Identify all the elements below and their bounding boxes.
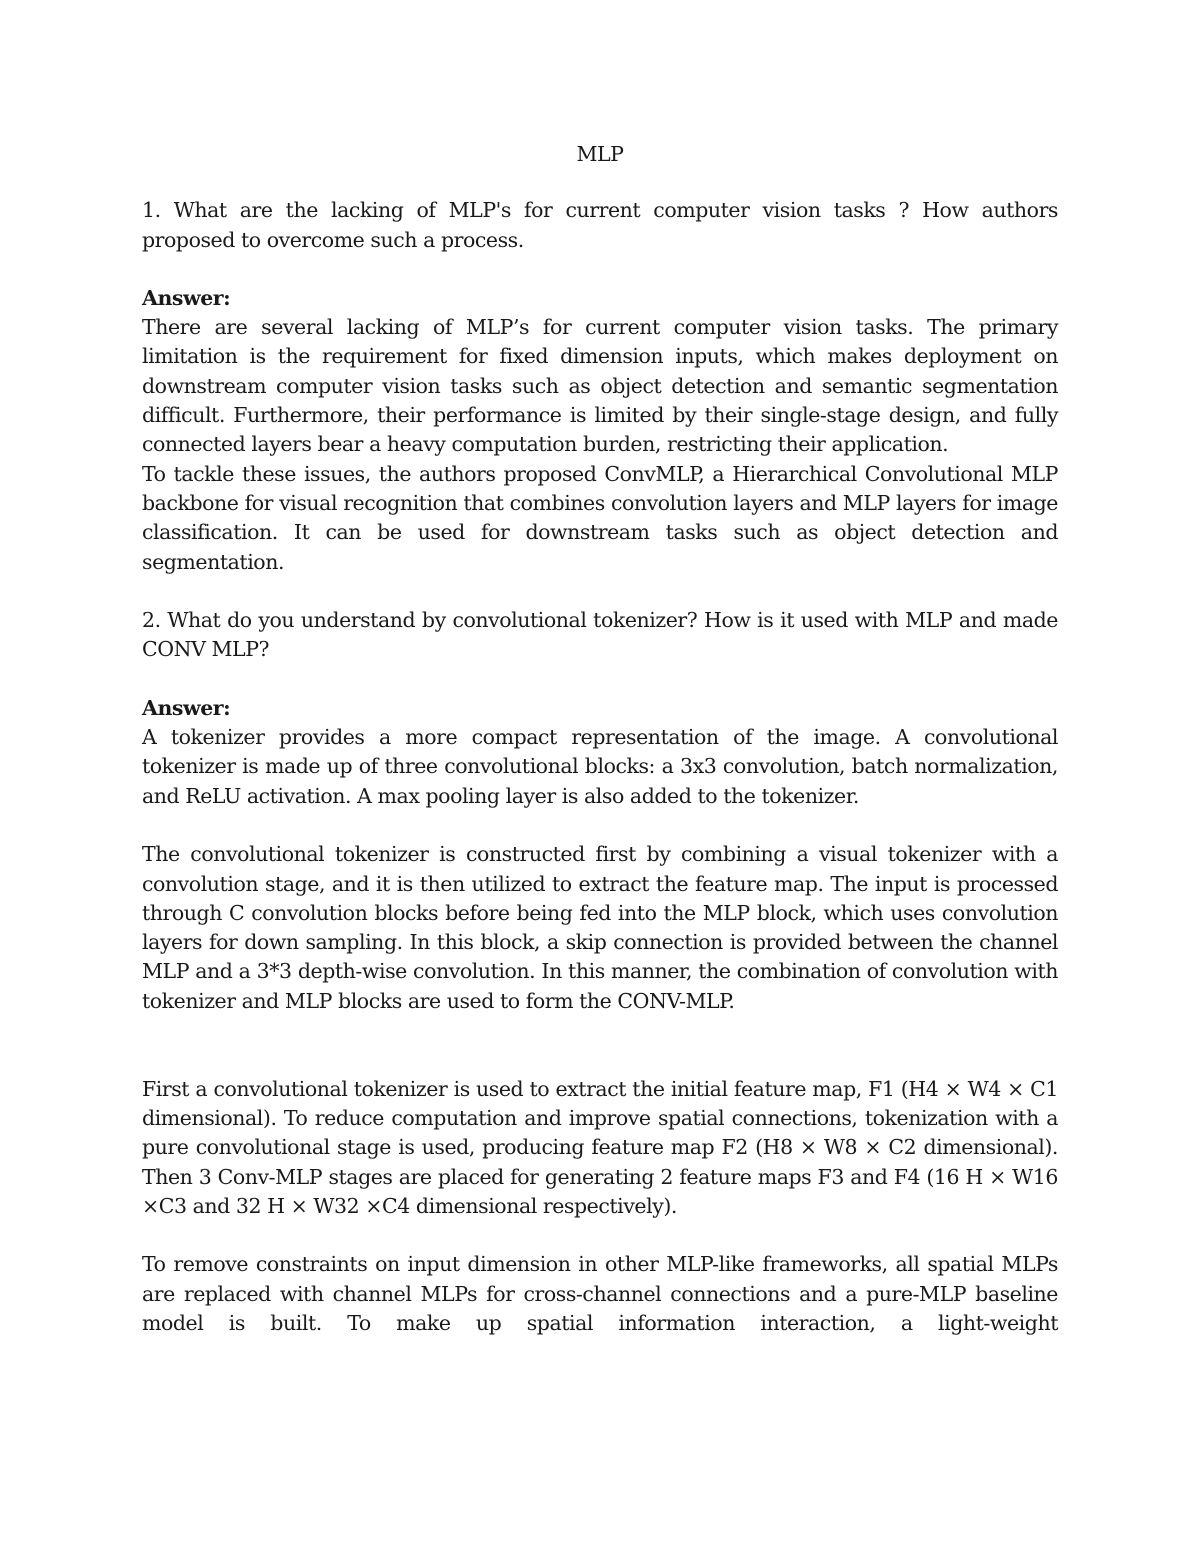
answer-label-1: Answer: xyxy=(142,285,231,310)
spacer xyxy=(142,1016,1058,1075)
spacer xyxy=(142,577,1058,606)
question-2: 2. What do you understand by convolutional tokenizer? How is it used with MLP and made CONV MLP? xyxy=(142,608,1058,662)
question-1: 1. What are the lacking of MLP's for current computer vision tasks ? How authors proposed to overcome such a process. xyxy=(142,198,1058,252)
answer-2-paragraph-1: A tokenizer provides a more compact representation of the image. A convolutional tokenizer is made up of three convolutional blocks: a 3x3 convolution, batch normalization, and ReLU activation. A max pooling layer is also added to the tokenizer. xyxy=(142,725,1058,808)
spacer xyxy=(142,811,1058,840)
answer-1-paragraph-2: To tackle these issues, the authors proposed ConvMLP, a Hierarchical Convolutional MLP backbone for visual recognition that combines convolution layers and MLP layers for image classification. It can be used for downstream tasks such as object detection and segmentation. xyxy=(142,461,1058,574)
answer-1-paragraph-1: There are several lacking of MLP’s for current computer vision tasks. The primary limitation is the requirement for fixed dimension inputs, which makes deployment on downstream computer vision tasks such as object detection and semantic segmentation difficult. Furthermore, their performance is limited by their single-stage design, and fully connected layers bear a heavy computation burden, restricting their application. xyxy=(142,315,1058,457)
document-page xyxy=(142,140,1058,1338)
answer-2-paragraph-4: To remove constraints on input dimension in other MLP-like frameworks, all spatial MLPs are replaced with channel MLPs for cross-channel connections and a pure-MLP baseline model is built. To make up spatial information interaction, a light-weight xyxy=(142,1252,1058,1335)
answer-2-paragraph-3: First a convolutional tokenizer is used to extract the initial feature map, F1 (H4 × W4 × C1 dimensional). To reduce computation and improve spatial connections, tokenization with a pure convolutional stage is used, producing feature map F2 (H8 × W8 × C2 dimensional). Then 3 Conv-MLP stages are placed for generating 2 feature maps F3 and F4 (16 H × W16 ×C3 and 32 H × W32 ×C4 dimensional respectively). xyxy=(142,1076,1058,1218)
answer-label-2: Answer: xyxy=(142,695,231,720)
page-title: MLP xyxy=(576,142,624,166)
answer-2-paragraph-2: The convolutional tokenizer is constructed first by combining a visual tokenizer with a convolution stage, and it is then utilized to extract the feature map. The input is processed through C convolution blocks before being fed into the MLP block, which uses convolution layers for down sampling. In this block, a skip connection is provided between the channel MLP and a 3*3 depth-wise convolution. In this manner, the combination of convolution with tokenizer and MLP blocks are used to form the CONV-MLP. xyxy=(142,842,1058,1013)
spacer xyxy=(142,1221,1058,1250)
